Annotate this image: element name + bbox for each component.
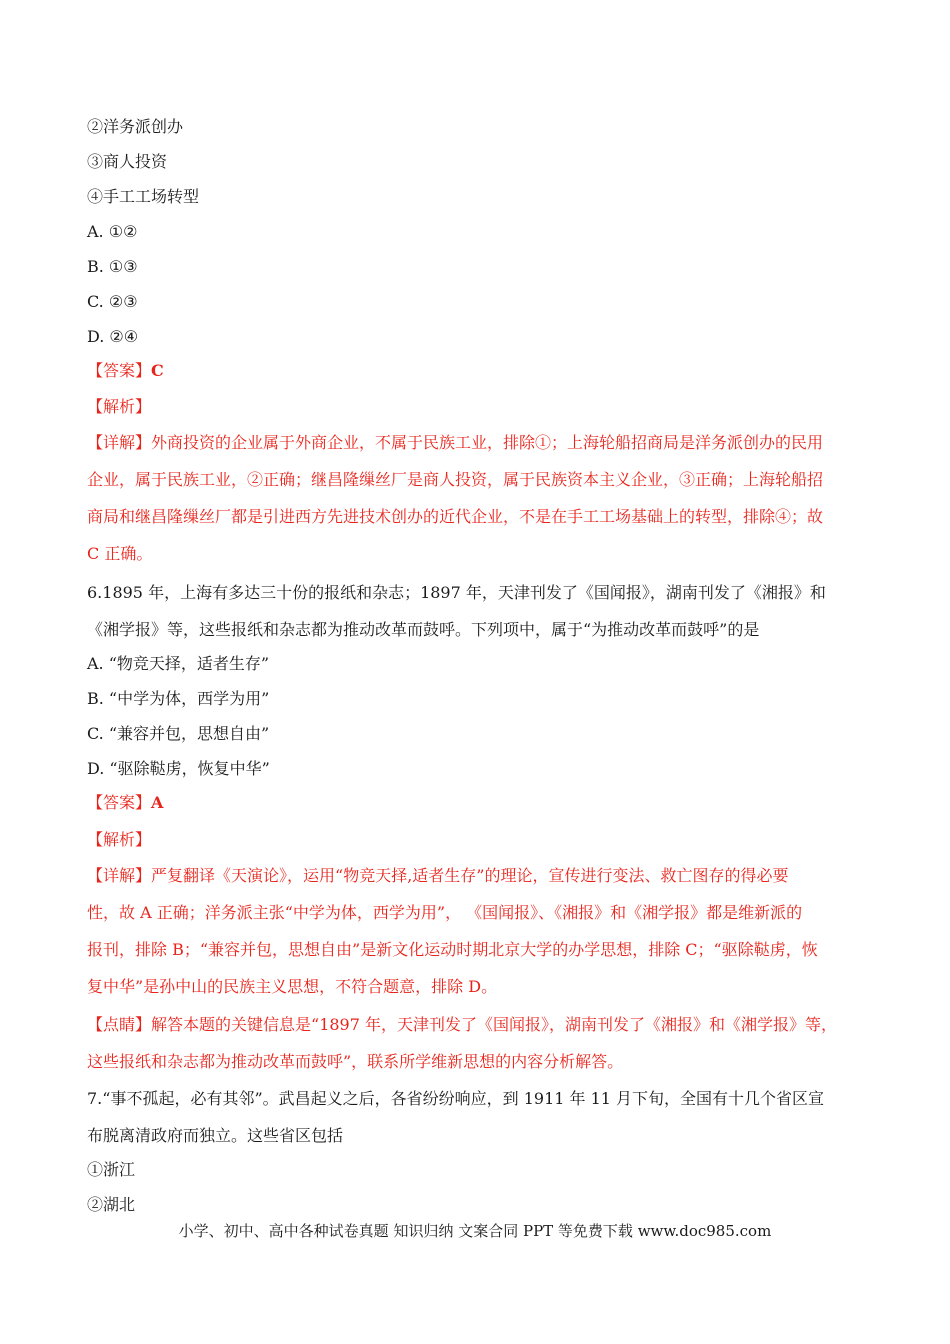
point-text: 这些报纸和杂志都为推动改革而鼓呼”，联系所学维新思想的内容分析解答。 [87,1052,624,1071]
q5-option-3: ③商人投资 [87,152,168,171]
q5-choice-d: D. ②④ [87,327,139,346]
answer-value: C [151,361,164,380]
q6-choice-d: D. “驱除鞑虏，恢复中华” [87,759,270,778]
q5-option-2: ②洋务派创办 [87,117,184,136]
detail-label: 【详解】 [87,866,152,885]
detail-text: 严复翻译《天演论》，运用“物竞天择,适者生存”的理论，宣传进行变法、救亡图存的得必要 [151,866,789,885]
q5-answer [87,360,164,382]
detail-text: 商局和继昌隆缫丝厂都是引进西方先进技术创办的近代企业，不是在手工工场基础上的转型，排除④；故 [87,507,824,526]
answer-label: 【答案】 [87,361,152,380]
q6-choice-c: C. “兼容并包，思想自由” [87,724,270,743]
point-label: 【点睛】 [87,1015,152,1034]
q6-detail [87,857,867,1005]
q5-choice-c: C. ②③ [87,292,138,311]
stem-text: 布脱离清政府而独立。这些省区包括 [87,1126,344,1145]
q5-choice-a: A. ①② [87,222,138,241]
stem-text: 《湘学报》等，这些报纸和杂志都为推动改革而鼓呼。下列项中，属于“为推动改革而鼓呼”的是 [87,620,760,639]
q6-choice-a: A. “物竞天择，适者生存” [87,654,270,673]
detail-text: 外商投资的企业属于外商企业，不属于民族工业，排除①；上海轮船招商局是洋务派创办的民用 [151,433,824,452]
stem-text: 7.“事不孤起，必有其邻”。武昌起义之后，各省纷纷响应，到 1911 年 11 月下旬，全国有十几个省区宣 [87,1089,825,1108]
point-text: 解答本题的关键信息是“1897 年，天津刊发了《国闻报》，湖南刊发了《湘报》和《湘学报》等， [151,1015,838,1034]
q6-answer [87,792,163,814]
detail-text: C 正确。 [87,544,153,563]
q6-analysis-label: 【解析】 [87,830,152,849]
q5-choice-b: B. ①③ [87,257,138,276]
q6-stem [87,574,867,648]
q5-option-4: ④手工工场转型 [87,187,200,206]
stem-text: 6.1895 年，上海有多达三十份的报纸和杂志；1897 年，天津刊发了《国闻报》，湖南刊发了《湘报》和 [87,583,826,602]
answer-label: 【答案】 [87,793,152,812]
q5-analysis-label: 【解析】 [87,397,152,416]
q7-option-1: ①浙江 [87,1160,136,1179]
q5-detail [87,424,867,572]
detail-text: 报刊，排除 B；“兼容并包，思想自由”是新文化运动时期北京大学的办学思想，排除 C；“驱除鞑虏，恢 [87,940,818,959]
detail-text: 性，故 A 正确；洋务派主张“中学为体，西学为用”， 《国闻报》、《湘报》和《湘学报》都是维新派的 [87,903,803,922]
q7-stem [87,1080,867,1154]
q6-point [87,1006,867,1080]
q7-option-2: ②湖北 [87,1195,136,1214]
page-footer: 小学、初中、高中各种试卷真题 知识归纳 文案合同 PPT 等免费下载 www.doc985.com [178,1222,772,1240]
q6-choice-b: B. “中学为体，西学为用” [87,689,270,708]
answer-value: A [151,793,164,812]
detail-label: 【详解】 [87,433,152,452]
detail-text: 复中华”是孙中山的民族主义思想，不符合题意，排除 D。 [87,977,498,996]
detail-text: 企业，属于民族工业，②正确；继昌隆缫丝厂是商人投资，属于民族资本主义企业，③正确；上海轮船招 [87,470,824,489]
